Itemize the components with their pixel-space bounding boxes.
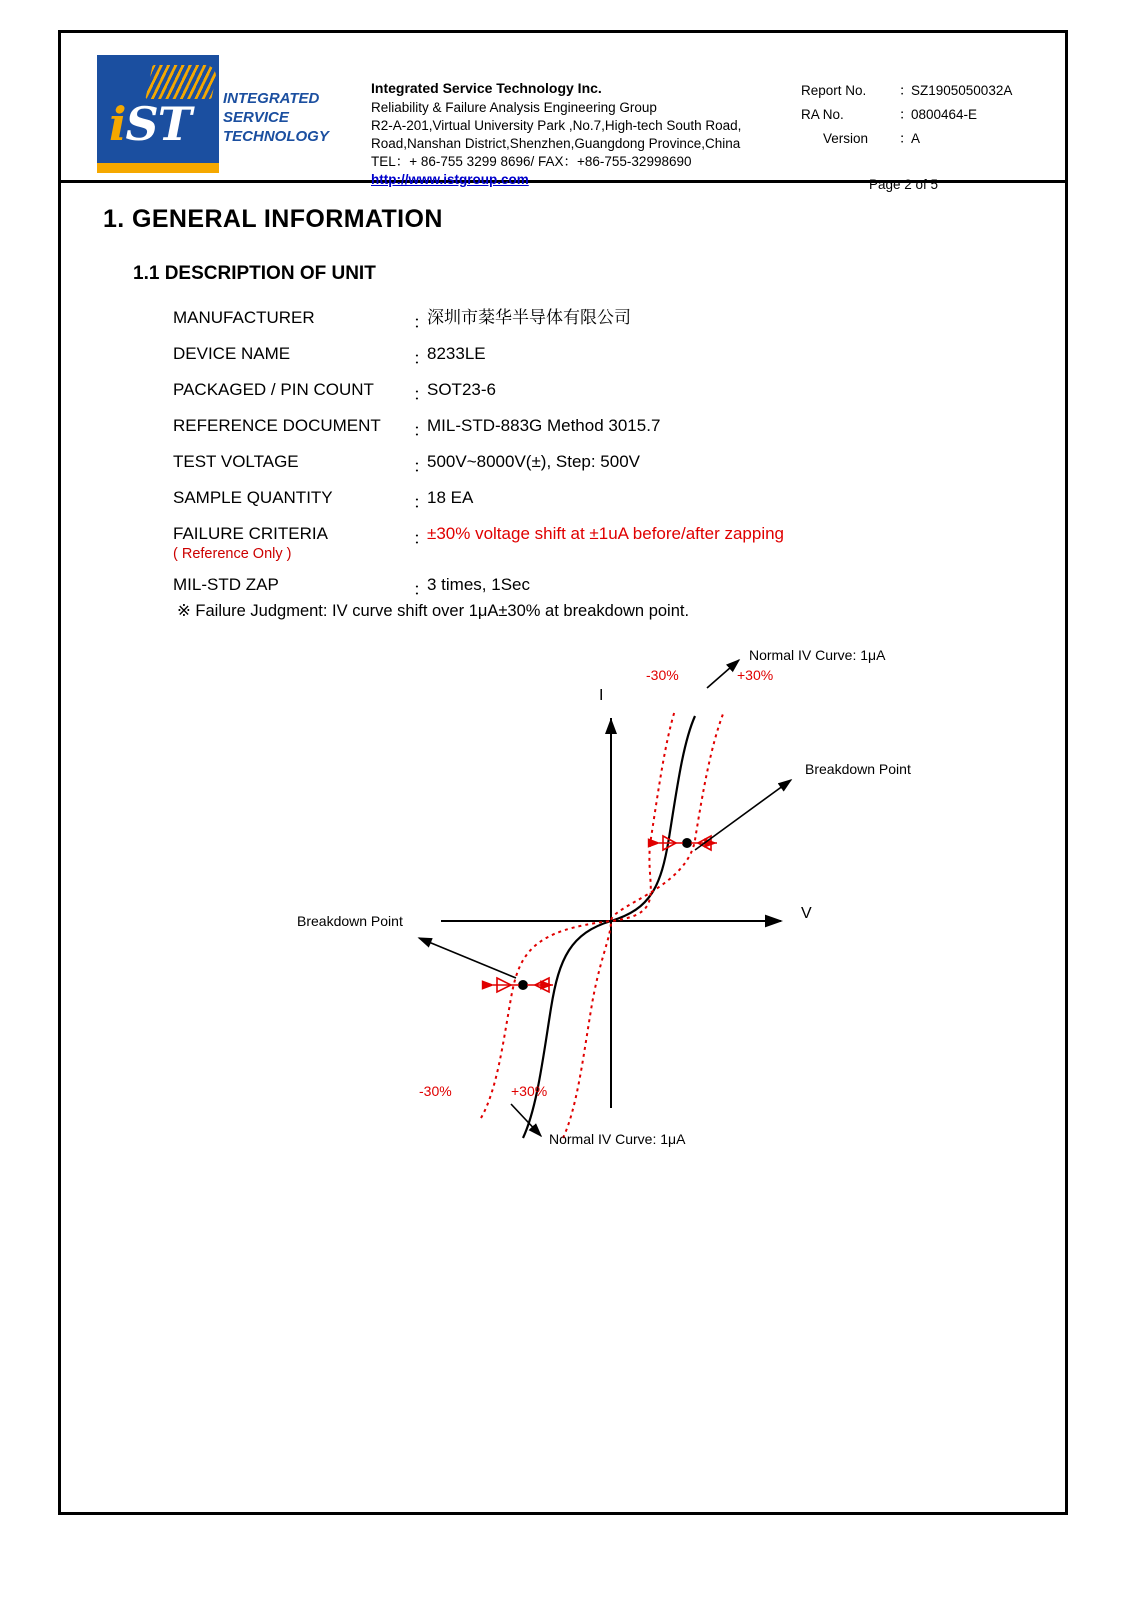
spec-row	[173, 344, 933, 369]
company-name: Integrated Service Technology Inc.	[371, 80, 602, 96]
spec-colon: ：	[413, 580, 430, 599]
spec-label: SAMPLE QUANTITY	[173, 488, 333, 507]
spec-label: REFERENCE DOCUMENT	[173, 416, 381, 435]
spec-row	[173, 416, 933, 441]
spec-row	[173, 308, 933, 333]
version-row	[801, 127, 1051, 151]
diagram-label-normal-curve-bottom: Normal IV Curve: 1μA	[549, 1131, 686, 1147]
spec-row-failure-criteria	[173, 524, 933, 564]
spec-colon: ：	[413, 385, 430, 404]
section-title: 1. GENERAL INFORMATION	[103, 205, 443, 233]
spec-value: MIL-STD-883G Method 3015.7	[427, 416, 661, 435]
unit-description-table	[173, 308, 933, 611]
spec-colon: ：	[413, 493, 430, 512]
company-info	[371, 79, 821, 189]
report-no-row	[801, 79, 1051, 103]
report-no-label: Report No.	[801, 83, 867, 98]
spec-label-note: ( Reference Only )	[173, 546, 292, 562]
spec-label-text: FAILURE CRITERIA	[173, 524, 328, 543]
logo-accent-bar	[97, 163, 219, 173]
diagram-label-breakdown-top: Breakdown Point	[805, 761, 911, 777]
spec-value: 8233LE	[427, 344, 486, 363]
tolerance-label-minus30-top: -30%	[646, 667, 679, 683]
spec-colon: ：	[413, 529, 430, 548]
spec-value: 深圳市棻华半导体有限公司	[427, 308, 631, 327]
logo-mark-box	[97, 55, 219, 163]
spec-row	[173, 575, 933, 600]
logo-swoosh-icon	[145, 65, 218, 99]
company-contact: TEL：+ 86-755 3299 8696/ FAX：+86-755-32998690	[371, 154, 692, 169]
ra-no-value: 0800464-E	[911, 107, 978, 122]
spec-colon: ：	[413, 313, 430, 332]
spec-colon: ：	[413, 349, 430, 368]
logo-wordmark-line2: SERVICE	[223, 109, 289, 126]
tolerance-label-plus30-top: +30%	[737, 667, 774, 683]
version-colon: ：	[899, 131, 913, 146]
iv-curve-diagram	[171, 638, 961, 1198]
company-website-link[interactable]: http://www.istgroup.com	[371, 172, 529, 187]
spec-value: ±30% voltage shift at ±1uA before/after zapping	[427, 524, 784, 543]
spec-row	[173, 380, 933, 405]
ra-no-colon: ：	[899, 107, 913, 122]
report-info	[801, 79, 1051, 197]
logo-wordmark-line1: INTEGRATED	[223, 90, 320, 107]
version-value: A	[911, 131, 921, 146]
company-group: Reliability & Failure Analysis Engineering Group	[371, 100, 657, 115]
spec-value: SOT23-6	[427, 380, 496, 399]
axis-label-i: I	[599, 687, 604, 704]
page-header	[61, 33, 1065, 192]
page-number: Page 2 of 5	[869, 177, 939, 192]
logo-mark-text: iST	[109, 97, 191, 151]
company-address-line1: R2-A-201,Virtual University Park ,No.7,High-tech South Road,	[371, 118, 742, 133]
company-logo	[87, 53, 367, 165]
failure-judgment-note: ※ Failure Judgment: IV curve shift over 1μA±30% at breakdown point.	[177, 602, 690, 620]
spec-colon: ：	[413, 457, 430, 476]
axis-label-v: V	[801, 905, 812, 922]
spec-label	[173, 524, 413, 564]
report-no-value: SZ1905050032A	[911, 83, 1013, 98]
document-page	[58, 30, 1068, 1515]
spec-label: DEVICE NAME	[173, 344, 291, 363]
diagram-label-normal-curve-top: Normal IV Curve: 1μA	[749, 647, 886, 663]
report-no-colon: ：	[899, 83, 913, 98]
tolerance-label-plus30-bottom: +30%	[511, 1083, 548, 1099]
subsection-title: 1.1 DESCRIPTION OF UNIT	[133, 263, 376, 284]
company-address-line2: Road,Nanshan District,Shenzhen,Guangdong Province,China	[371, 136, 741, 151]
spec-row	[173, 452, 933, 477]
spec-value: 500V~8000V(±), Step: 500V	[427, 452, 641, 471]
spec-value: 18 EA	[427, 488, 474, 507]
logo-wordmark-line3: TECHNOLOGY	[223, 128, 329, 145]
spec-colon: ：	[413, 421, 430, 440]
spec-label: MIL-STD ZAP	[173, 575, 279, 594]
spec-label: MANUFACTURER	[173, 308, 315, 327]
diagram-label-breakdown-bottom: Breakdown Point	[297, 913, 403, 929]
ra-no-row	[801, 103, 1051, 127]
ra-no-label: RA No.	[801, 107, 844, 122]
version-label: Version	[823, 131, 869, 146]
spec-label: TEST VOLTAGE	[173, 452, 299, 471]
spec-label: PACKAGED / PIN COUNT	[173, 380, 374, 399]
spec-row	[173, 488, 933, 513]
spec-value: 3 times, 1Sec	[427, 575, 530, 594]
logo-wordmark	[223, 89, 329, 146]
tolerance-label-minus30-bottom: -30%	[419, 1083, 452, 1099]
